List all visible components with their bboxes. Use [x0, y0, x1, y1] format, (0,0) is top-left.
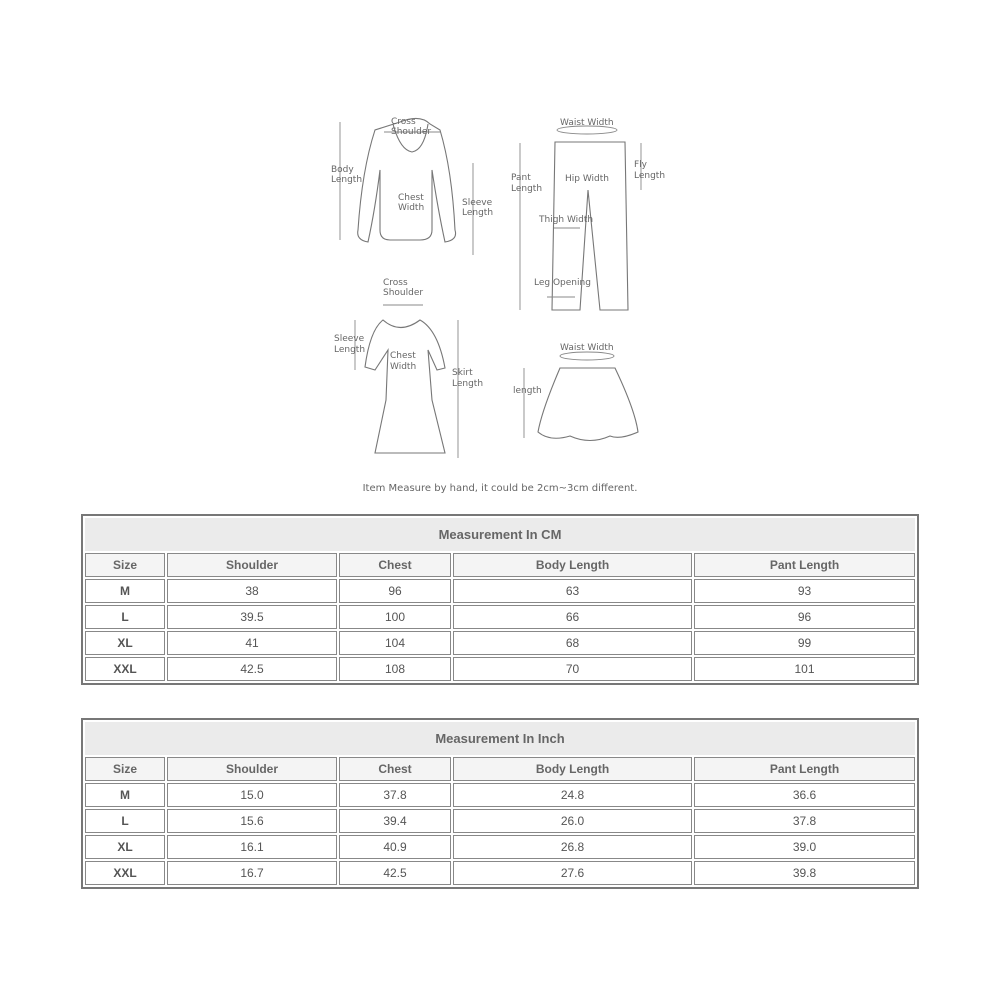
label-leg-opening: Leg Opening: [534, 278, 591, 288]
value-cell: 101: [694, 657, 915, 681]
label-cross-shoulder: Cross: [383, 278, 408, 288]
value-cell: 39.8: [694, 861, 915, 885]
value-cell: 108: [339, 657, 451, 681]
table-title: Measurement In CM: [85, 518, 915, 551]
measurement-note: Item Measure by hand, it could be 2cm~3cm different.: [362, 483, 638, 494]
value-cell: 41: [167, 631, 337, 655]
value-cell: 36.6: [694, 783, 915, 807]
label-pant-length: Length: [511, 184, 543, 194]
size-cell: XL: [85, 835, 165, 859]
column-header: Size: [85, 757, 165, 781]
label-chest-width: Width: [398, 203, 425, 213]
value-cell: 27.6: [453, 861, 692, 885]
label-skirt-length: Skirt: [452, 368, 473, 378]
measurement-table-cm: [81, 514, 919, 685]
value-cell: 63: [453, 579, 692, 603]
value-cell: 96: [694, 605, 915, 629]
label-pant-length: Pant: [511, 173, 531, 183]
label-sleeve-length: Length: [462, 208, 494, 218]
table-header-row: [85, 757, 915, 781]
sweater-sketch: [331, 117, 493, 255]
column-header: Pant Length: [694, 757, 915, 781]
label-fly-length: Length: [634, 171, 666, 181]
table-row: [85, 783, 915, 807]
value-cell: 15.6: [167, 809, 337, 833]
size-cell: XL: [85, 631, 165, 655]
value-cell: 39.4: [339, 809, 451, 833]
dress-sketch: [334, 278, 483, 458]
size-cell: XXL: [85, 861, 165, 885]
label-fly-length: Fly: [634, 160, 648, 170]
value-cell: 39.5: [167, 605, 337, 629]
value-cell: 70: [453, 657, 692, 681]
label-length: length: [513, 386, 542, 396]
table-row: [85, 835, 915, 859]
table-row: [85, 657, 915, 681]
skirt-sketch: [513, 343, 638, 441]
value-cell: 15.0: [167, 783, 337, 807]
label-cross-shoulder: Shoulder: [391, 127, 432, 137]
table-row: [85, 809, 915, 833]
table-header-row: [85, 553, 915, 577]
column-header: Chest: [339, 553, 451, 577]
table-title: Measurement In Inch: [85, 722, 915, 755]
table-row: [85, 605, 915, 629]
value-cell: 39.0: [694, 835, 915, 859]
label-chest-width: Chest: [398, 193, 424, 203]
label-body-length: Body: [331, 165, 354, 175]
value-cell: 66: [453, 605, 692, 629]
column-header: Body Length: [453, 757, 692, 781]
size-cell: M: [85, 783, 165, 807]
value-cell: 104: [339, 631, 451, 655]
column-header: Pant Length: [694, 553, 915, 577]
pants-sketch: [511, 118, 665, 310]
size-diagram: [320, 110, 680, 500]
value-cell: 96: [339, 579, 451, 603]
label-thigh-width: Thigh Width: [539, 215, 594, 225]
value-cell: 42.5: [339, 861, 451, 885]
value-cell: 37.8: [339, 783, 451, 807]
value-cell: 93: [694, 579, 915, 603]
label-sleeve-length: Sleeve: [334, 334, 365, 344]
value-cell: 37.8: [694, 809, 915, 833]
measurement-table-inch: [81, 718, 919, 889]
label-chest-width: Width: [390, 362, 417, 372]
label-cross-shoulder: Cross: [391, 117, 416, 127]
size-cell: L: [85, 605, 165, 629]
label-sleeve-length: Sleeve: [462, 198, 493, 208]
table-row: [85, 579, 915, 603]
size-cell: M: [85, 579, 165, 603]
value-cell: 68: [453, 631, 692, 655]
table-row: [85, 631, 915, 655]
value-cell: 40.9: [339, 835, 451, 859]
label-hip-width: Hip Width: [565, 174, 609, 184]
value-cell: 26.8: [453, 835, 692, 859]
column-header: Shoulder: [167, 757, 337, 781]
label-waist-width: Waist Width: [560, 343, 614, 353]
label-waist-width: Waist Width: [560, 118, 614, 128]
value-cell: 100: [339, 605, 451, 629]
label-sleeve-length: Length: [334, 345, 366, 355]
value-cell: 24.8: [453, 783, 692, 807]
value-cell: 42.5: [167, 657, 337, 681]
column-header: Shoulder: [167, 553, 337, 577]
value-cell: 99: [694, 631, 915, 655]
column-header: Size: [85, 553, 165, 577]
label-body-length: Length: [331, 175, 363, 185]
label-skirt-length: Length: [452, 379, 484, 389]
label-chest-width: Chest: [390, 351, 416, 361]
column-header: Body Length: [453, 553, 692, 577]
value-cell: 16.1: [167, 835, 337, 859]
size-cell: L: [85, 809, 165, 833]
value-cell: 38: [167, 579, 337, 603]
table-row: [85, 861, 915, 885]
value-cell: 16.7: [167, 861, 337, 885]
size-cell: XXL: [85, 657, 165, 681]
label-cross-shoulder: Shoulder: [383, 288, 424, 298]
column-header: Chest: [339, 757, 451, 781]
value-cell: 26.0: [453, 809, 692, 833]
